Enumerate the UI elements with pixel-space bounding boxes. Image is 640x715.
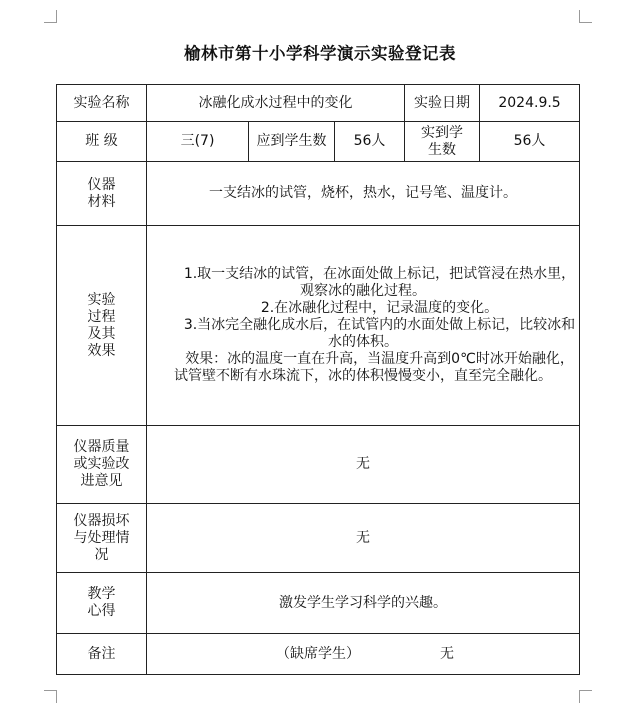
actual-students-label: 实到学生数	[405, 122, 480, 162]
process-label: 实验过程及其效果	[57, 226, 147, 426]
class-label: 班 级	[57, 122, 147, 162]
instruments-value: 一支结冰的试管，烧杯，热水，记号笔、温度计。	[147, 162, 580, 226]
margin-corner-mark	[44, 690, 57, 703]
absent-students-label: （缺席学生）	[276, 645, 361, 662]
process-text	[147, 226, 580, 426]
row-class-info	[57, 122, 580, 162]
process-step-3: 3.当冰完全融化成水后，在试管内的水面处做上标记，比较冰和水的体积。	[183, 317, 576, 350]
teaching-value: 激发学生学习科学的兴趣。	[147, 573, 580, 634]
process-effect: 效果：冰的温度一直在升高，当温度升高到0℃时冰开始融化，试管壁不断有水珠流下，冰的体积慢慢变小，直至完全融化。	[174, 351, 574, 384]
document-title: 榆林市第十小学科学演示实验登记表	[184, 44, 456, 63]
margin-corner-mark	[579, 690, 592, 703]
expected-students-label: 应到学生数	[249, 122, 335, 162]
experiment-record-table	[56, 84, 580, 675]
instruments-label: 仪器材料	[57, 162, 147, 226]
process-step-2: 2.在冰融化过程中，记录温度的变化。	[260, 300, 499, 316]
experiment-name-label: 实验名称	[57, 85, 147, 122]
damage-value: 无	[147, 504, 580, 573]
experiment-date-label: 实验日期	[405, 85, 480, 122]
row-remarks	[57, 634, 580, 675]
remarks-value: 无	[440, 645, 455, 662]
quality-label: 仪器质量或实验改进意见	[57, 426, 147, 504]
row-teaching	[57, 573, 580, 634]
row-damage	[57, 504, 580, 573]
row-instruments	[57, 162, 580, 226]
margin-corner-mark	[44, 10, 57, 23]
experiment-date-value: 2024.9.5	[480, 85, 580, 122]
remarks-cell	[147, 634, 580, 675]
teaching-label: 教学心得	[57, 573, 147, 634]
row-process	[57, 226, 580, 426]
damage-label: 仪器损坏与处理情况	[57, 504, 147, 573]
actual-students-value: 56人	[480, 122, 580, 162]
row-quality	[57, 426, 580, 504]
experiment-name-value: 冰融化成水过程中的变化	[147, 85, 405, 122]
expected-students-value: 56人	[335, 122, 405, 162]
remarks-label: 备注	[57, 634, 147, 675]
margin-corner-mark	[579, 10, 592, 23]
class-value: 三(7)	[147, 122, 249, 162]
row-experiment-name	[57, 85, 580, 122]
process-step-1: 1.取一支结冰的试管，在冰面处做上标记，把试管浸在热水里，观察冰的融化过程。	[183, 266, 576, 299]
quality-value: 无	[147, 426, 580, 504]
